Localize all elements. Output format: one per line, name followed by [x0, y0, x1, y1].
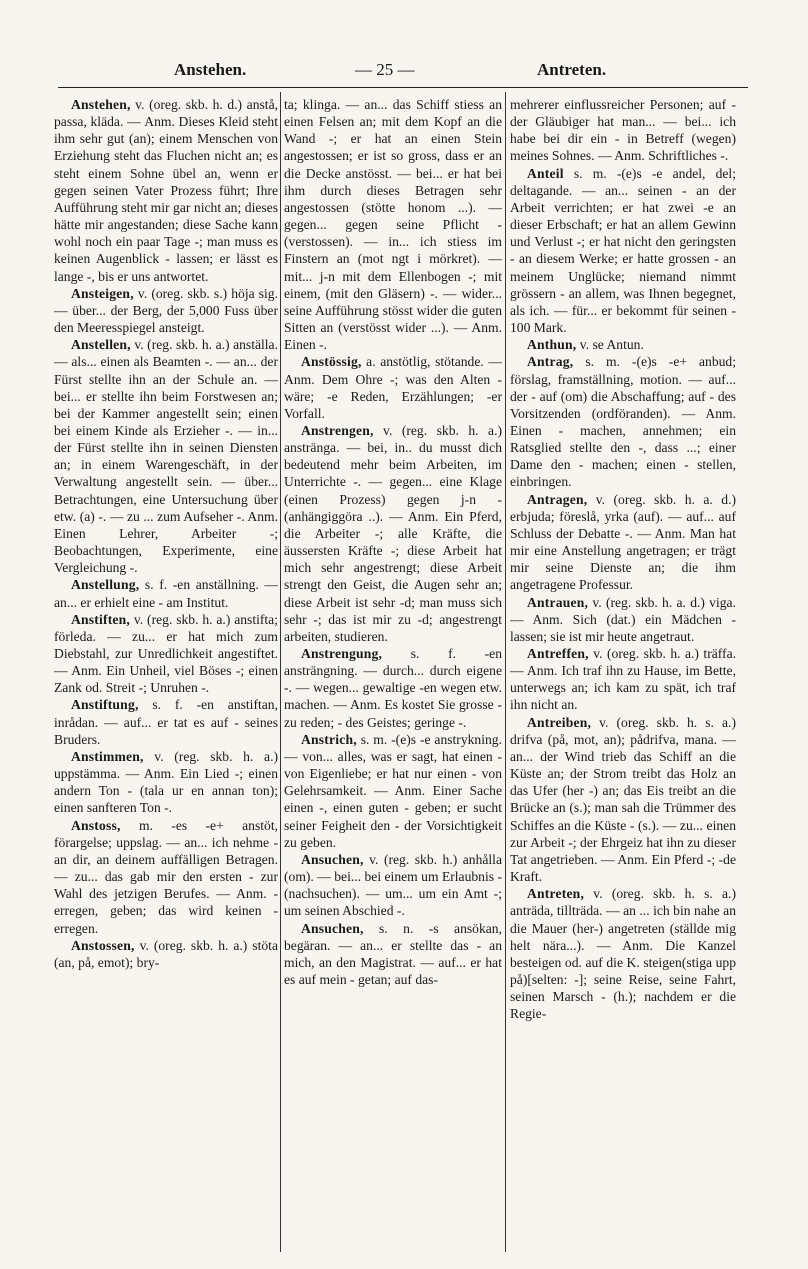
entry-text: ta; klinga. — an... das Schiff stiess an einen Felsen an; mit dem Kopf an die Wand -; er hat an einen Stein angestossen; er ist so gross, dass er an die Decke anstösst. — bei... er hat bei ihm durch dieses Betragen sehr angestossen (stötte honom ...). — gegen... gegen seine Pflicht - (verstossen). — in... ich stiess im Finstern an (mot ngt i mörkret). — mit... j-n mit dem Ellenbogen -; mit einem, (mit den Gläsern) -. — wider... seine Aufführung stösst wider die guten Sitten an (verstösst wider ...). — Anm. Einen -. — [284, 97, 502, 353]
entry-headword: Anstössig, — [301, 354, 362, 370]
entry-text: v. (reg. skb. h. a.) anställa. — als... einen als Beamten -. — an... der Fürst stellte ihn an der Schule an. — bei... er stellte ihn beim Forstwesen an; bei der Kammer angestellt sein; einen bei einem Kinde als Erzieher -. — in... der Fürst stellte ihn in seinen Diensten an; in einem Warengeschäft, in der Verwaltung angestellt sein. — über... Betrachtungen, eine Untersuchung über etw. (a) -. — zu ... zum Aufseher -. Anm. Einen Lehrer, Arbeiter -; Beobachtungen, Experimente, eine Vergleichung -. — [54, 337, 278, 576]
entry-headword: Anstimmen, — [71, 748, 144, 764]
entry-text: v. (reg. skb. h.) anhålla (om). — bei... bei einem um Erlaubnis - (nachsuchen). — um... um ein Amt -; um seinen Abschied -. — [284, 851, 502, 919]
entry-text: v. (oreg. skb. h. a. d.) erbjuda; föreslå, yrka (auf). — auf... auf Schluss der Debatte -. — Anm. Man hat mir eine Anstellung angetragen; er trägt mir seine Dienste an; die ihm angetragene Professur. — [510, 491, 736, 593]
dictionary-entry — [54, 817, 278, 937]
dictionary-entry — [510, 336, 736, 353]
entry-headword: Anthun, — [527, 337, 577, 353]
entry-headword: Anstellen, — [71, 337, 131, 353]
entry-text: s. n. -s ansökan, begäran. — an... er stellte das - an mich, an den Magistrat. — auf... er hat es auf mein - getan; auf das- — [284, 920, 502, 987]
entry-headword: Anstrich, — [301, 731, 357, 747]
column-1 — [54, 96, 278, 1256]
dictionary-entry — [54, 285, 278, 336]
entry-text: s. f. -en ansträngning. — durch... durch eigene -. — wegen... gewaltige -en wegen etw. machen. — Anm. Es kostet Sie grosse - zu reden; - des Geistes; geringe -. — [284, 646, 502, 730]
entry-headword: Anstiften, — [71, 611, 131, 627]
dictionary-entry — [54, 748, 278, 817]
entry-text: v. (reg. skb. h. a. d.) viga. — Anm. Sich (dat.) ein Mädchen - lassen; sie ist mir heute angetraut. — [510, 594, 736, 644]
entry-text: mehrerer einflussreicher Personen; auf - der Gläubiger hat man... — bei... ich habe bei dir ein - in Betreff (wegen) meines Sohnes. — Anm. Schriftliches -. — [510, 97, 736, 164]
dictionary-entry — [54, 937, 278, 971]
entry-headword: Anstellung, — [71, 577, 140, 593]
entry-text: v. (reg. skb. h. a.) anstifta; förleda. — zu... er hat mich zum Diebstahl, zur Unredlichkeit angestiftet. — Anm. Ein Unheil, viel Böses -; einen Zank od. Streit -; Unruhen -. — [54, 611, 278, 696]
entry-headword: Anstrengen, — [301, 422, 374, 438]
entry-headword: Antreffen, — [527, 646, 589, 661]
entry-text: a. anstötlig, stötande. — Anm. Dem Ohre -; was den Alten - wäre; -e Reden, Erzählungen; -er Vorfall. — [284, 354, 502, 421]
entry-text: v. (reg. skb. h. a.) uppstämma. — Anm. Ein Lied -; einen andern Ton - (tala ur en annan ton); einen sanfteren Ton -. — [54, 748, 278, 816]
entry-text: v. (oreg. skb. h. s. a.) anträda, tillträda. — an ... ich bin nahe an die Mauer (her-) angetreten (ställde mig helt nära...). — Anm. Die Kanzel besteigen od. auf die K. steigen(stiga upp på)[selten: -]; seine Reise, seine Fahrt, seinen Marsch - (h.); nachdem er die Regie- — [510, 886, 736, 1022]
dictionary-entry — [510, 353, 736, 490]
entry-text: v. (oreg. skb. h. a.) träffa. — Anm. Ich traf ihn zu Hause, im Bette, unterwegs an; ich kam zu spät, ich traf ihn nicht an. — [510, 646, 736, 713]
column-divider — [505, 92, 506, 1252]
dictionary-entry — [510, 714, 736, 886]
entry-headword: Ansuchen, — [301, 851, 364, 867]
entry-text: v. se Antun. — [576, 337, 644, 353]
dictionary-entry — [510, 96, 736, 165]
entry-headword: Antrag, — [527, 354, 574, 370]
entry-text: s. m. -(e)s -e+ anbud; förslag, framställning, motion. — auf... der - auf (om) die Abschaffung; auf - des Vorsitzenden (ordföranden). — Anm. Einen - machen, annehmen; ein Ratsglied stellte den -, dass ...; einer Dame den - machen; einen - stellen, einbringen. — [510, 354, 736, 490]
running-head-left: Anstehen. — [174, 60, 247, 79]
dictionary-entry — [54, 576, 278, 610]
dictionary-entry — [510, 491, 736, 594]
entry-headword: Ansteigen, — [71, 285, 134, 301]
dictionary-entry — [54, 96, 278, 285]
entry-text: v. (oreg. skb. h. d.) anstå, passa, klädа. — Anm. Dieses Kleid steht ihm sehr gut (an); einem Menschen von Erziehung steht das Fluchen nicht an; es steht einem Sohne übel an, wenn er gegen seinen Vater Prozess führt; Ihre Aufführung steht mir gar nicht an; dieses hätte mir angestanden; diese Sache kann wohl noch ein paar Tage -; man muss es keinen Augenblick - lassen; er lässt es lange -, bis er uns antwortet. — [54, 97, 278, 284]
dictionary-entry — [284, 645, 502, 731]
entry-text: v. (reg. skb. h. a.) anstränga. — bei, in.. du musst dich bedeutend mehr beim Arbeiten, im Unterrichte -. — gegen... eine Klage (einen Prozess) gegen j-n - (anhängiggöra ..). — Anm. Ein Pferd, die Arbeiter -; alle Kräfte, die äussersten Kräfte -; diese Arbeit hat mich sehr angestrengt; diese Arbeit strengt den Geist, die Augen sehr an; diese Arbeit ist sehr -d; man muss sich sehr -; das ist mir zu -d; angestrengt arbeiten, studieren. — [284, 422, 502, 644]
entry-text: s. f. -en anstiftan, inrådan. — auf... er tat es auf - seines Bruders. — [54, 697, 278, 747]
entry-headword: Antragen, — [527, 491, 588, 507]
running-head-right: Antreten. — [537, 60, 607, 79]
dictionary-entry — [284, 920, 502, 989]
entry-headword: Anstehen, — [71, 97, 131, 112]
page-number: — 25 — — [355, 60, 415, 79]
entry-text: v. (oreg. skb. s.) höja sig. — über... der Berg, der 5,000 Fuss über den Meeresspiegel ansteigt. — [54, 285, 278, 336]
entry-headword: Ansuchen, — [301, 920, 364, 936]
dictionary-entry — [54, 336, 278, 576]
entry-headword: Antreten, — [527, 886, 585, 902]
entry-text: v. (oreg. skb. h. s. a.) drifva (på, mot, an); pådrifva, mana. — an... der Wind trieb das Schiff an die Küste an; der Strom treibt das Holz an das Ufer (her -) an; das Eis treibt an die Brücke an (s.); man sah die Trümmer des Schiffes an die Küste - (s.). — zu... einen zur Arbeit -; der Ehrgeiz hat ihn zu dieser Tat angetrieben. — Anm. Ein Pferd -; -de Kraft. — [510, 714, 736, 885]
entry-headword: Anstoss, — [71, 817, 121, 833]
dictionary-entry — [54, 696, 278, 747]
entry-text: s. m. -(e)s -e anstrykning. — von... alles, was er sagt, hat einen - von Eigenliebe; er hat nur einen - von Gelehrsamkeit. — Anm. Einer Sache einen -, einen guten - geben; er sucht seiner Feigheit den - der Vorsichtigkeit zu geben. — [284, 731, 502, 850]
entry-headword: Anstossen, — [71, 937, 135, 953]
entry-text: s. m. -(e)s -e andel, del; deltagande. — an... seinen - an der Arbeit verrichten; er hat zwei -e an dieser Erbschaft; er hat an allem Gewinn und Verlust -; er hat nicht den geringsten - an diesem Werke; er hatte grossen - an meinem Unglücke; niemand nimmt grössern - an allem, was Ihnen begegnet, als ich. — für... er bekommt für seinen - 100 Mark. — [510, 165, 736, 336]
dictionary-entry — [510, 645, 736, 714]
header-rule — [58, 87, 748, 88]
page-header — [58, 60, 748, 84]
dictionary-entry — [284, 96, 502, 353]
entry-text: s. f. -en anställning. — an... er erhielt eine - am Institut. — [54, 577, 278, 610]
entry-text: v. (oreg. skb. h. a.) stöta (an, på, emot); bry- — [54, 937, 278, 970]
dictionary-entry — [284, 851, 502, 920]
dictionary-entry — [284, 731, 502, 851]
dictionary-entry — [284, 422, 502, 645]
entry-headword: Antreiben, — [527, 714, 592, 730]
entry-headword: Anteil — [527, 165, 564, 181]
dictionary-entry — [510, 165, 736, 337]
entry-headword: Anstrengung, — [301, 646, 383, 661]
dictionary-entry — [510, 594, 736, 645]
column-3 — [510, 96, 736, 1256]
dictionary-entry — [510, 885, 736, 1022]
column-divider — [280, 92, 281, 1252]
dictionary-entry — [54, 611, 278, 697]
column-2 — [284, 96, 502, 1256]
entry-headword: Antrauen, — [527, 594, 589, 610]
entry-headword: Anstiftung, — [71, 697, 139, 713]
entry-text: m. -es -e+ anstöt, förargelse; uppslag. — an... ich nehme - an dir, an deinem auffälligen Betragen. — zu... das gab mir den ersten - zur Wahl des jetzigen Berufes. — Anm. - erregen, geben; das wird keinen - erregen. — [54, 817, 278, 936]
dictionary-entry — [284, 353, 502, 422]
